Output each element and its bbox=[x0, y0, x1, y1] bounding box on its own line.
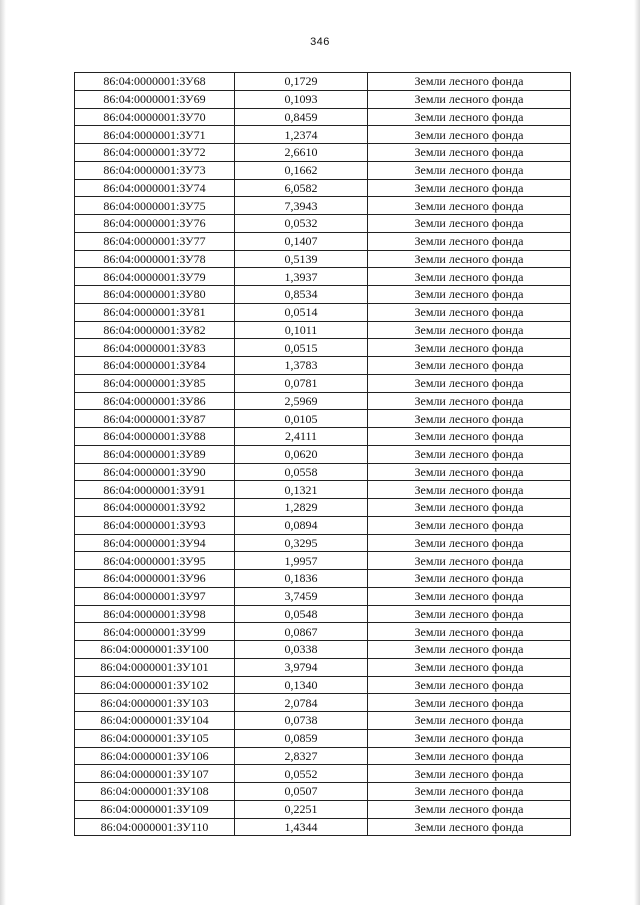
area-cell: 0,0105 bbox=[235, 410, 368, 428]
table-row bbox=[75, 410, 571, 428]
area-cell: 2,8327 bbox=[235, 747, 368, 765]
land-category-cell: Земли лесного фонда bbox=[368, 800, 571, 818]
table-row bbox=[75, 250, 571, 268]
land-category-cell: Земли лесного фонда bbox=[368, 534, 571, 552]
cadastral-number-cell: 86:04:0000001:ЗУ78 bbox=[75, 250, 235, 268]
land-category-cell: Земли лесного фонда bbox=[368, 179, 571, 197]
land-category-cell: Земли лесного фонда bbox=[368, 676, 571, 694]
cadastral-number-cell: 86:04:0000001:ЗУ105 bbox=[75, 729, 235, 747]
table-row bbox=[75, 800, 571, 818]
page-number: 346 bbox=[310, 36, 330, 48]
land-category-cell: Земли лесного фонда bbox=[368, 570, 571, 588]
area-cell: 3,9794 bbox=[235, 658, 368, 676]
table-row bbox=[75, 818, 571, 836]
table-row bbox=[75, 339, 571, 357]
land-category-cell: Земли лесного фонда bbox=[368, 658, 571, 676]
table-row bbox=[75, 658, 571, 676]
area-cell: 0,0738 bbox=[235, 712, 368, 730]
table-row bbox=[75, 463, 571, 481]
cadastral-number-cell: 86:04:0000001:ЗУ95 bbox=[75, 552, 235, 570]
area-cell: 0,5139 bbox=[235, 250, 368, 268]
land-category-cell: Земли лесного фонда bbox=[368, 818, 571, 836]
area-cell: 1,3783 bbox=[235, 357, 368, 375]
table-row bbox=[75, 357, 571, 375]
cadastral-number-cell: 86:04:0000001:ЗУ110 bbox=[75, 818, 235, 836]
area-cell: 7,3943 bbox=[235, 197, 368, 215]
area-cell: 1,2374 bbox=[235, 126, 368, 144]
area-cell: 0,0338 bbox=[235, 641, 368, 659]
table-row bbox=[75, 641, 571, 659]
cadastral-number-cell: 86:04:0000001:ЗУ109 bbox=[75, 800, 235, 818]
cadastral-number-cell: 86:04:0000001:ЗУ89 bbox=[75, 445, 235, 463]
area-cell: 0,1321 bbox=[235, 481, 368, 499]
table-row bbox=[75, 197, 571, 215]
land-category-cell: Земли лесного фонда bbox=[368, 428, 571, 446]
land-category-cell: Земли лесного фонда bbox=[368, 215, 571, 233]
area-cell: 0,0552 bbox=[235, 765, 368, 783]
land-plots-table bbox=[74, 72, 571, 836]
cadastral-number-cell: 86:04:0000001:ЗУ83 bbox=[75, 339, 235, 357]
cadastral-number-cell: 86:04:0000001:ЗУ102 bbox=[75, 676, 235, 694]
area-cell: 2,0784 bbox=[235, 694, 368, 712]
cadastral-number-cell: 86:04:0000001:ЗУ94 bbox=[75, 534, 235, 552]
table-row bbox=[75, 268, 571, 286]
table-row bbox=[75, 534, 571, 552]
area-cell: 0,0507 bbox=[235, 783, 368, 801]
land-category-cell: Земли лесного фонда bbox=[368, 73, 571, 91]
land-category-cell: Земли лесного фонда bbox=[368, 481, 571, 499]
area-cell: 0,8459 bbox=[235, 108, 368, 126]
area-cell: 0,0620 bbox=[235, 445, 368, 463]
table-row bbox=[75, 694, 571, 712]
area-cell: 6,0582 bbox=[235, 179, 368, 197]
area-cell: 0,0558 bbox=[235, 463, 368, 481]
cadastral-number-cell: 86:04:0000001:ЗУ99 bbox=[75, 623, 235, 641]
land-category-cell: Земли лесного фонда bbox=[368, 729, 571, 747]
area-cell: 2,5969 bbox=[235, 392, 368, 410]
table-row bbox=[75, 144, 571, 162]
area-cell: 2,4111 bbox=[235, 428, 368, 446]
land-category-cell: Земли лесного фонда bbox=[368, 303, 571, 321]
cadastral-number-cell: 86:04:0000001:ЗУ104 bbox=[75, 712, 235, 730]
table-row bbox=[75, 783, 571, 801]
land-category-cell: Земли лесного фонда bbox=[368, 108, 571, 126]
cadastral-number-cell: 86:04:0000001:ЗУ88 bbox=[75, 428, 235, 446]
area-cell: 0,0894 bbox=[235, 516, 368, 534]
land-category-cell: Земли лесного фонда bbox=[368, 747, 571, 765]
area-cell: 0,0514 bbox=[235, 303, 368, 321]
cadastral-number-cell: 86:04:0000001:ЗУ85 bbox=[75, 374, 235, 392]
cadastral-number-cell: 86:04:0000001:ЗУ86 bbox=[75, 392, 235, 410]
cadastral-number-cell: 86:04:0000001:ЗУ69 bbox=[75, 90, 235, 108]
area-cell: 0,1662 bbox=[235, 161, 368, 179]
table-row bbox=[75, 516, 571, 534]
cadastral-number-cell: 86:04:0000001:ЗУ92 bbox=[75, 499, 235, 517]
area-cell: 0,1093 bbox=[235, 90, 368, 108]
table-row bbox=[75, 392, 571, 410]
area-cell: 1,4344 bbox=[235, 818, 368, 836]
land-category-cell: Земли лесного фонда bbox=[368, 232, 571, 250]
area-cell: 0,0867 bbox=[235, 623, 368, 641]
table-row bbox=[75, 232, 571, 250]
cadastral-number-cell: 86:04:0000001:ЗУ84 bbox=[75, 357, 235, 375]
land-category-cell: Земли лесного фонда bbox=[368, 499, 571, 517]
area-cell: 1,2829 bbox=[235, 499, 368, 517]
cadastral-number-cell: 86:04:0000001:ЗУ91 bbox=[75, 481, 235, 499]
area-cell: 3,7459 bbox=[235, 587, 368, 605]
land-category-cell: Земли лесного фонда bbox=[368, 623, 571, 641]
table-row bbox=[75, 747, 571, 765]
cadastral-number-cell: 86:04:0000001:ЗУ76 bbox=[75, 215, 235, 233]
scan-edge-right bbox=[634, 0, 640, 905]
land-category-cell: Земли лесного фонда bbox=[368, 552, 571, 570]
land-plots-table-body bbox=[75, 73, 571, 836]
cadastral-number-cell: 86:04:0000001:ЗУ108 bbox=[75, 783, 235, 801]
cadastral-number-cell: 86:04:0000001:ЗУ90 bbox=[75, 463, 235, 481]
land-category-cell: Земли лесного фонда bbox=[368, 641, 571, 659]
table-row bbox=[75, 215, 571, 233]
land-category-cell: Земли лесного фонда bbox=[368, 339, 571, 357]
area-cell: 0,3295 bbox=[235, 534, 368, 552]
table-row bbox=[75, 73, 571, 91]
cadastral-number-cell: 86:04:0000001:ЗУ82 bbox=[75, 321, 235, 339]
table-row bbox=[75, 587, 571, 605]
table-row bbox=[75, 321, 571, 339]
cadastral-number-cell: 86:04:0000001:ЗУ79 bbox=[75, 268, 235, 286]
land-category-cell: Земли лесного фонда bbox=[368, 765, 571, 783]
table-row bbox=[75, 552, 571, 570]
table-row bbox=[75, 303, 571, 321]
area-cell: 0,0859 bbox=[235, 729, 368, 747]
land-category-cell: Земли лесного фонда bbox=[368, 357, 571, 375]
table-row bbox=[75, 712, 571, 730]
area-cell: 0,0548 bbox=[235, 605, 368, 623]
area-cell: 1,3937 bbox=[235, 268, 368, 286]
table-row bbox=[75, 765, 571, 783]
land-category-cell: Земли лесного фонда bbox=[368, 197, 571, 215]
cadastral-number-cell: 86:04:0000001:ЗУ87 bbox=[75, 410, 235, 428]
table-row bbox=[75, 676, 571, 694]
land-category-cell: Земли лесного фонда bbox=[368, 286, 571, 304]
table-row bbox=[75, 161, 571, 179]
land-category-cell: Земли лесного фонда bbox=[368, 161, 571, 179]
area-cell: 0,0515 bbox=[235, 339, 368, 357]
cadastral-number-cell: 86:04:0000001:ЗУ107 bbox=[75, 765, 235, 783]
land-category-cell: Земли лесного фонда bbox=[368, 516, 571, 534]
cadastral-number-cell: 86:04:0000001:ЗУ101 bbox=[75, 658, 235, 676]
table-row bbox=[75, 605, 571, 623]
table-row bbox=[75, 499, 571, 517]
area-cell: 0,1836 bbox=[235, 570, 368, 588]
land-category-cell: Земли лесного фонда bbox=[368, 321, 571, 339]
area-cell: 0,2251 bbox=[235, 800, 368, 818]
scan-edge-left bbox=[0, 0, 6, 905]
cadastral-number-cell: 86:04:0000001:ЗУ80 bbox=[75, 286, 235, 304]
table-row bbox=[75, 445, 571, 463]
land-category-cell: Земли лесного фонда bbox=[368, 250, 571, 268]
cadastral-number-cell: 86:04:0000001:ЗУ68 bbox=[75, 73, 235, 91]
area-cell: 0,1407 bbox=[235, 232, 368, 250]
cadastral-number-cell: 86:04:0000001:ЗУ96 bbox=[75, 570, 235, 588]
cadastral-number-cell: 86:04:0000001:ЗУ70 bbox=[75, 108, 235, 126]
area-cell: 0,8534 bbox=[235, 286, 368, 304]
land-category-cell: Земли лесного фонда bbox=[368, 268, 571, 286]
table-row bbox=[75, 179, 571, 197]
cadastral-number-cell: 86:04:0000001:ЗУ75 bbox=[75, 197, 235, 215]
table-row bbox=[75, 90, 571, 108]
table-row bbox=[75, 108, 571, 126]
cadastral-number-cell: 86:04:0000001:ЗУ72 bbox=[75, 144, 235, 162]
land-category-cell: Земли лесного фонда bbox=[368, 410, 571, 428]
area-cell: 0,1011 bbox=[235, 321, 368, 339]
cadastral-number-cell: 86:04:0000001:ЗУ106 bbox=[75, 747, 235, 765]
land-category-cell: Земли лесного фонда bbox=[368, 445, 571, 463]
land-category-cell: Земли лесного фонда bbox=[368, 392, 571, 410]
land-category-cell: Земли лесного фонда bbox=[368, 90, 571, 108]
cadastral-number-cell: 86:04:0000001:ЗУ100 bbox=[75, 641, 235, 659]
land-category-cell: Земли лесного фонда bbox=[368, 126, 571, 144]
land-category-cell: Земли лесного фонда bbox=[368, 374, 571, 392]
land-category-cell: Земли лесного фонда bbox=[368, 587, 571, 605]
area-cell: 0,0781 bbox=[235, 374, 368, 392]
table-row bbox=[75, 374, 571, 392]
cadastral-number-cell: 86:04:0000001:ЗУ103 bbox=[75, 694, 235, 712]
land-category-cell: Земли лесного фонда bbox=[368, 144, 571, 162]
area-cell: 0,0532 bbox=[235, 215, 368, 233]
table-row bbox=[75, 428, 571, 446]
table-row bbox=[75, 570, 571, 588]
area-cell: 0,1729 bbox=[235, 73, 368, 91]
land-category-cell: Земли лесного фонда bbox=[368, 694, 571, 712]
land-category-cell: Земли лесного фонда bbox=[368, 463, 571, 481]
table-row bbox=[75, 286, 571, 304]
cadastral-number-cell: 86:04:0000001:ЗУ93 bbox=[75, 516, 235, 534]
table-row bbox=[75, 481, 571, 499]
cadastral-number-cell: 86:04:0000001:ЗУ77 bbox=[75, 232, 235, 250]
cadastral-number-cell: 86:04:0000001:ЗУ98 bbox=[75, 605, 235, 623]
area-cell: 1,9957 bbox=[235, 552, 368, 570]
area-cell: 2,6610 bbox=[235, 144, 368, 162]
table-row bbox=[75, 126, 571, 144]
table-row bbox=[75, 729, 571, 747]
table-row bbox=[75, 623, 571, 641]
cadastral-number-cell: 86:04:0000001:ЗУ74 bbox=[75, 179, 235, 197]
cadastral-number-cell: 86:04:0000001:ЗУ97 bbox=[75, 587, 235, 605]
land-category-cell: Земли лесного фонда bbox=[368, 605, 571, 623]
land-category-cell: Земли лесного фонда bbox=[368, 783, 571, 801]
land-category-cell: Земли лесного фонда bbox=[368, 712, 571, 730]
cadastral-number-cell: 86:04:0000001:ЗУ81 bbox=[75, 303, 235, 321]
area-cell: 0,1340 bbox=[235, 676, 368, 694]
cadastral-number-cell: 86:04:0000001:ЗУ73 bbox=[75, 161, 235, 179]
cadastral-number-cell: 86:04:0000001:ЗУ71 bbox=[75, 126, 235, 144]
